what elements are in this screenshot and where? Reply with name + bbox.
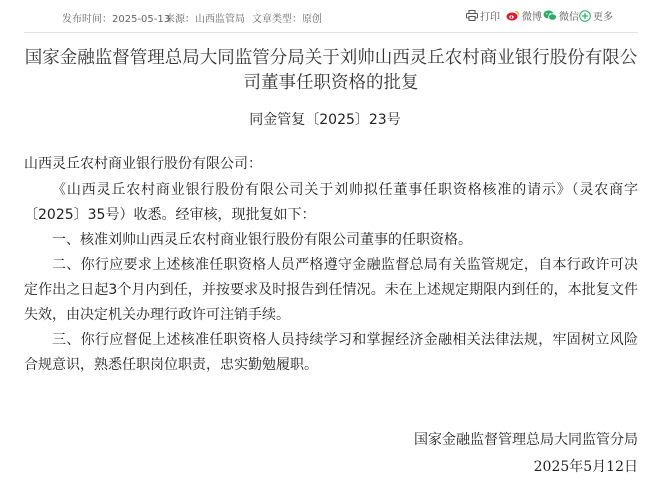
document-body: [24, 178, 638, 378]
publish-time-value: 2025-05-13: [112, 14, 171, 25]
weibo-label: 微博: [522, 12, 542, 23]
publish-time: 发布时间：2025-05-13: [62, 14, 171, 25]
body-paragraph: 《山西灵丘农村商业银行股份有限公司关于刘帅拟任董事任职资格核准的请示》（灵农商字〔2025〕35号）收悉。经审核，现批复如下：: [24, 182, 638, 223]
print-label: 打印: [480, 12, 500, 23]
source-value: 山西监管局: [195, 14, 245, 25]
article-type: 文章类型：原创: [252, 14, 322, 25]
document-title: 国家金融监督管理总局大同监管分局关于刘帅山西灵丘农村商业银行股份有限公司董事任职资格的批复: [24, 48, 638, 93]
wechat-icon: [543, 10, 557, 21]
printer-icon: [466, 10, 478, 21]
body-paragraph: 一、核准刘帅山西灵丘农村商业银行股份有限公司董事的任职资格。: [52, 232, 472, 248]
publish-time-label: 发布时间: [62, 14, 102, 25]
article-type-value: 原创: [302, 14, 322, 25]
plus-circle-icon: [579, 10, 591, 22]
body-paragraph: 二、你行应要求上述核准任职资格人员严格遵守金融监督总局有关监管规定，自本行政许可决定作出之日起3个月内到任，并按要求及时报告到任情况。未在上述规定期限内到任的，本批复文件失效，由决定机关办理行政许可注销手续。: [24, 257, 638, 323]
source-label: 来源: [165, 14, 185, 25]
signature: 国家金融监督管理总局大同监管分局: [414, 432, 638, 448]
header-divider: [24, 32, 638, 33]
body-paragraph: 三、你行应督促上述核准任职资格人员持续学习和掌握经济金融相关法律法规，牢固树立风险合规意识，熟悉任职岗位职责，忠实勤勉履职。: [24, 332, 638, 373]
article-meta-bar: [0, 0, 650, 32]
document-number: 同金管复〔2025〕23号: [249, 112, 401, 128]
more-label: 更多: [593, 12, 613, 23]
wechat-share-button[interactable]: [543, 8, 579, 23]
document-date: 2025年5月12日: [533, 459, 638, 475]
more-share-button[interactable]: [579, 8, 613, 23]
weibo-share-button[interactable]: [506, 8, 542, 23]
wechat-label: 微信: [559, 12, 579, 23]
addressee: 山西灵丘农村商业银行股份有限公司：: [24, 156, 262, 172]
weibo-icon: [506, 10, 520, 21]
source: 来源：山西监管局: [165, 14, 245, 25]
print-button[interactable]: [466, 8, 500, 23]
article-type-label: 文章类型: [252, 14, 292, 25]
